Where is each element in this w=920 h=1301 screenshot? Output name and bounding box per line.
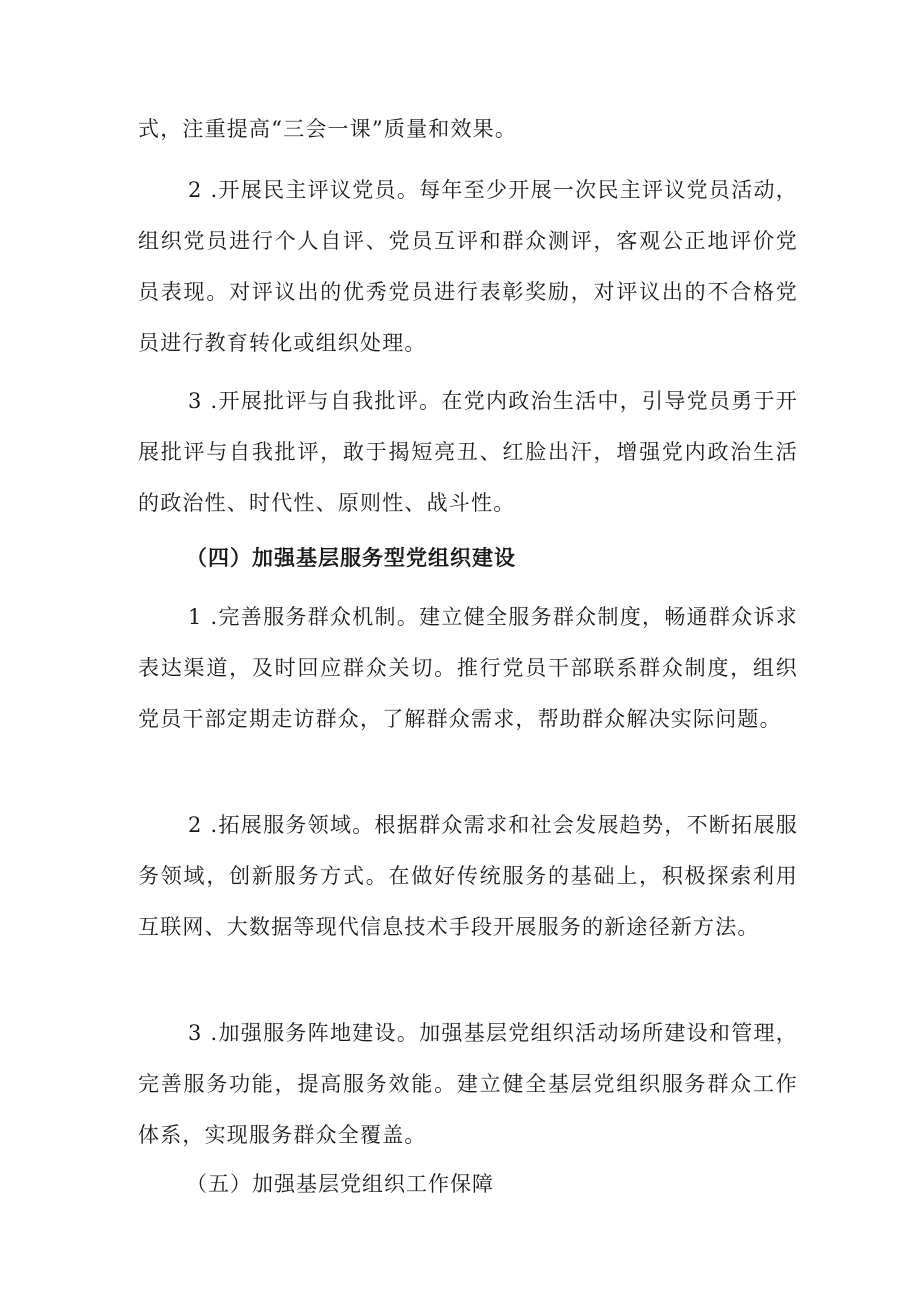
- paragraph-continuation: 式，注重提高“三会一课”质量和效果。: [138, 117, 518, 141]
- paragraph-service-fields: 2 .拓展服务领域。根据群众需求和社会发展趋势，不断拓展服务领域，创新服务方式。在做好传统服务的基础上，积极探索利用互联网、大数据等现代信息技术手段开展服务的新途径新方法。: [138, 813, 798, 939]
- paragraph-criticism-self-criticism: 3 .开展批评与自我批评。在党内政治生活中，引导党员勇于开展批评与自我批评，敢于揭短亮丑、红脸出汗，增强党内政治生活的政治性、时代性、原则性、战斗性。: [138, 389, 798, 515]
- section-heading-four: （四）加强基层服务型党组织建设: [186, 545, 516, 570]
- paragraph-service-venues: 3 .加强服务阵地建设。加强基层党组织活动场所建设和管理，完善服务功能，提高服务效能。建立健全基层党组织服务群众工作体系，实现服务群众全覆盖。: [138, 1021, 798, 1147]
- section-heading-five: （五）加强基层党组织工作保障: [186, 1172, 494, 1196]
- paragraph-democratic-evaluation: 2 .开展民主评议党员。每年至少开展一次民主评议党员活动，组织党员进行个人自评、党员互评和群众测评，客观公正地评价党员表现。对评议出的优秀党员进行表彰奖励，对评议出的不合格党员进行教育转化或组织处理。: [138, 178, 798, 355]
- paragraph-service-mechanism: 1 .完善服务群众机制。建立健全服务群众制度，畅通群众诉求表达渠道，及时回应群众关切。推行党员干部联系群众制度，组织党员干部定期走访群众，了解群众需求，帮助群众解决实际问题。: [138, 605, 798, 731]
